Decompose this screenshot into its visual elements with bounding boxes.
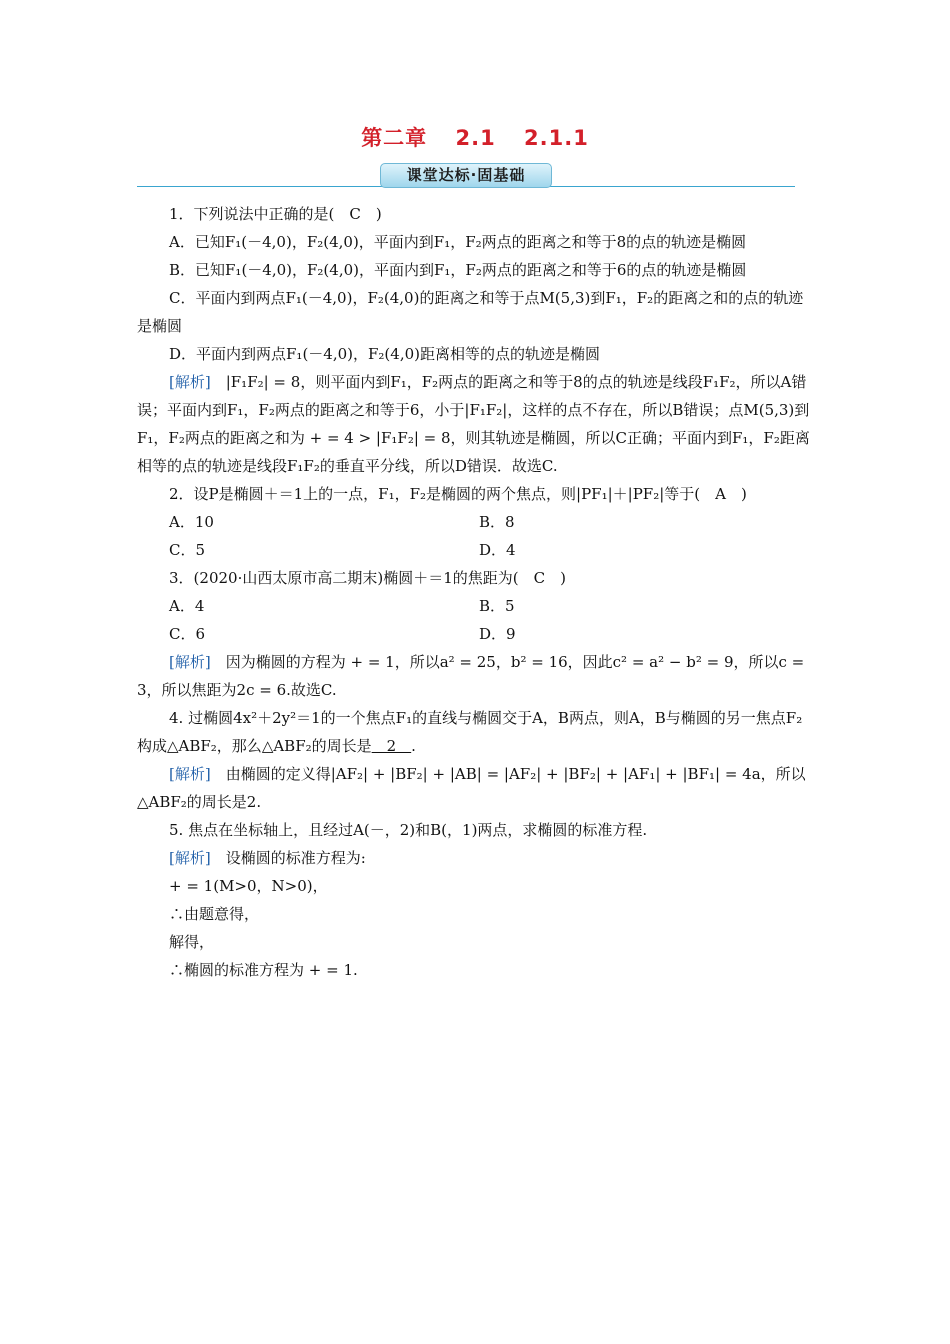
section-label: 2.1 [455,126,496,150]
q5-line-4: ∴椭圆的标准方程为 + = 1. [169,961,358,979]
content [137,200,817,984]
q3-option-a: A．4 [169,597,205,615]
q3-analysis [137,648,817,704]
q1-option-d: D．平面内到两点F₁(－4,0)，F₂(4,0)距离相等的点的轨迹是椭圆 [169,345,600,363]
q2-option-c: C．5 [169,541,206,559]
q4-answer-blank: 2 [371,737,412,755]
chapter-label: 第二章 [361,126,428,150]
q1-option-c: C．平面内到两点F₁(－4,0)，F₂(4,0)的距离之和等于点M(5,3)到F₁，F₂的距离之和的点的轨迹是椭圆 [137,289,804,335]
q3-analysis-text: 因为椭圆的方程为 + = 1，所以a² = 25，b² = 16，因此c² = a² − b² = 9，所以c = 3，所以焦距为2c = 6.故选C. [137,653,805,699]
q1-analysis [137,368,817,480]
q3-options-row-1 [137,592,817,620]
q5-line-3: 解得， [169,933,215,951]
q3-options-row-2 [137,620,817,648]
analysis-tag: [解析] [169,849,211,867]
q2-options-row-1 [137,508,817,536]
q2-option-a: A．10 [169,513,214,531]
analysis-tag: [解析] [169,653,211,671]
q2-stem: 2．设P是椭圆＋＝1上的一点，F₁，F₂是椭圆的两个焦点，则|PF₁|＋|PF₂|等于( A ) [169,485,747,503]
q1-stem: 1．下列说法中正确的是( C ) [169,205,382,223]
q1-option-a: A．已知F₁(－4,0)，F₂(4,0)，平面内到F₁，F₂两点的距离之和等于8的点的轨迹是椭圆 [169,233,747,251]
q5-analysis [137,844,817,872]
analysis-tag: [解析] [169,765,211,783]
q5-analysis-text: 设椭圆的标准方程为: [210,849,366,867]
q5-stem: 5. 焦点在坐标轴上，且经过A(－，2)和B(，1)两点，求椭圆的标准方程. [169,821,648,839]
page-title [0,122,950,152]
q3-option-c: C．6 [169,625,206,643]
q5-line-1: + = 1(M>0，N>0)， [169,877,328,895]
q4-stem [137,704,817,760]
subsection-label: 2.1.1 [524,126,589,150]
q1-option-b: B．已知F₁(－4,0)，F₂(4,0)，平面内到F₁，F₂两点的距离之和等于6的点的轨迹是椭圆 [169,261,747,279]
q4-stem-end: . [411,737,416,755]
q4-stem-text: 4. 过椭圆4x²＋2y²＝1的一个焦点F₁的直线与椭圆交于A，B两点，则A，B与椭圆的另一焦点F₂构成△ABF₂，那么△ABF₂的周长是 [137,709,803,755]
q3-stem: 3．(2020·山西太原市高二期末)椭圆＋＝1的焦距为( C ) [169,569,566,587]
analysis-tag: [解析] [169,373,211,391]
q4-analysis [137,760,817,816]
section-badge: 课堂达标·固基础 [380,163,552,188]
q4-analysis-text: 由椭圆的定义得|AF₂| + |BF₂| + |AB| = |AF₂| + |BF₂| + |AF₁| + |BF₁| = 4a，所以△ABF₂的周长是2. [137,765,806,811]
q3-option-d: D．9 [479,625,516,643]
q3-option-b: B．5 [479,597,515,615]
q2-option-b: B．8 [479,513,515,531]
q1-analysis-text: |F₁F₂| = 8，则平面内到F₁，F₂两点的距离之和等于8的点的轨迹是线段F₁F₂，所以A错误；平面内到F₁，F₂两点的距离之和等于6，小于|F₁F₂|，这样的点不存在，所以B错误；点M(5,3)到F₁，F₂两点的距离之和为 + = 4 > |F₁F₂| = 8，则其轨迹是椭圆，所以C正确；平面内到F₁，F₂距离相等的点的轨迹是线段F₁F₂的垂直平分线，所以D错误．故选C. [137,373,810,475]
q2-option-d: D．4 [479,541,516,559]
q2-options-row-2 [137,536,817,564]
q5-line-2: ∴由题意得， [169,905,260,923]
